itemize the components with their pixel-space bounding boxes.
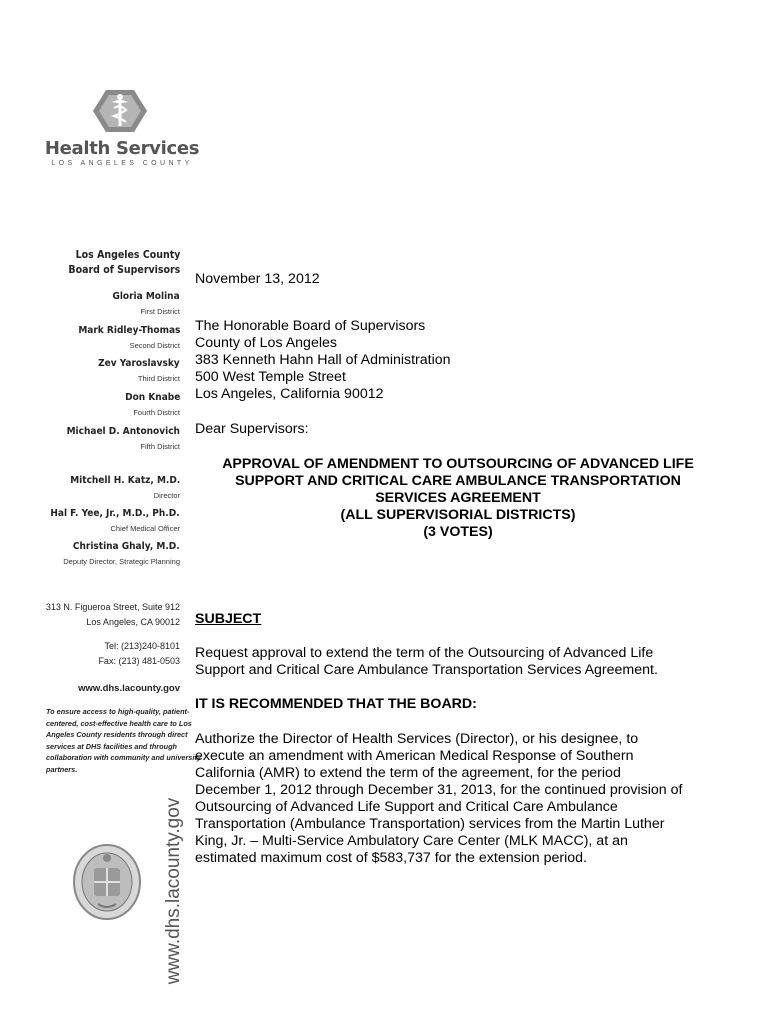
subject-heading: SUBJECT bbox=[195, 611, 262, 627]
recommendation-line: Transportation (Ambulance Transportation) services from the Martin Luther bbox=[195, 816, 665, 832]
supervisor-district: Fourth District bbox=[133, 408, 180, 417]
official-name: Hal F. Yee, Jr., M.D., Ph.D. bbox=[50, 508, 180, 519]
supervisor-name: Gloria Molina bbox=[112, 291, 180, 302]
recommendation-line: Outsourcing of Advanced Life Support and Critical Care Ambulance bbox=[195, 799, 618, 815]
recommendation-line: estimated maximum cost of $583,737 for the extension period. bbox=[195, 850, 587, 866]
subject-text-line: Support and Critical Care Ambulance Transportation Services Agreement. bbox=[195, 662, 658, 678]
supervisor-district: Third District bbox=[137, 374, 180, 383]
supervisor-name: Michael D. Antonovich bbox=[66, 426, 180, 437]
supervisor-name: Zev Yaroslavsky bbox=[98, 358, 180, 369]
heading-line: APPROVAL OF AMENDMENT TO OUTSOURCING OF ADVANCED LIFE bbox=[222, 456, 694, 472]
telephone: Tel: (213)240-8101 bbox=[104, 641, 180, 651]
recommendation-line: King, Jr. – Multi-Service Ambulatory Care Center (MLK MACC), at an bbox=[195, 833, 628, 849]
supervisor-district: First District bbox=[140, 307, 180, 316]
address-line: 383 Kenneth Hahn Hall of Administration bbox=[195, 352, 451, 368]
supervisor-district: Fifth District bbox=[140, 442, 180, 451]
official-name: Mitchell H. Katz, M.D. bbox=[70, 475, 180, 486]
address-line: The Honorable Board of Supervisors bbox=[195, 318, 426, 334]
official-title: Director bbox=[153, 491, 180, 500]
mission-statement: To ensure access to high-quality, patient-centered, cost-effective health care to Los Angeles County residents through direct services at DHS facilities and through collaboration with community and university partners. bbox=[46, 707, 201, 774]
address-line: County of Los Angeles bbox=[195, 335, 337, 351]
supervisor-name: Mark Ridley-Thomas bbox=[77, 325, 180, 336]
recommendation-heading: IT IS RECOMMENDED THAT THE BOARD: bbox=[195, 696, 477, 712]
address-line: 500 West Temple Street bbox=[195, 369, 346, 385]
heading-line: (ALL SUPERVISORIAL DISTRICTS) bbox=[340, 507, 576, 523]
official-title: Deputy Director, Strategic Planning bbox=[63, 557, 180, 566]
letter-date: November 13, 2012 bbox=[195, 271, 320, 287]
dhs-logo bbox=[40, 88, 200, 178]
salutation: Dear Supervisors: bbox=[195, 421, 309, 437]
heading-line: SERVICES AGREEMENT bbox=[375, 490, 541, 506]
board-title-line2: Board of Supervisors bbox=[68, 264, 180, 276]
recommendation-line: Authorize the Director of Health Services (Director), or his designee, to bbox=[195, 731, 639, 747]
recommendation-line: December 1, 2012 through December 31, 2013, for the continued provision of bbox=[195, 782, 683, 798]
recommendation-line: California (AMR) to extend the term of the agreement, for the period bbox=[195, 765, 621, 781]
official-name: Christina Ghaly, M.D. bbox=[73, 541, 180, 552]
recommendation-line: execute an amendment with American Medical Response of Southern bbox=[195, 748, 634, 764]
address-line2: Los Angeles, CA 90012 bbox=[86, 617, 180, 627]
heading-line: SUPPORT AND CRITICAL CARE AMBULANCE TRANSPORTATION bbox=[235, 473, 681, 489]
supervisor-district: Second District bbox=[129, 341, 180, 350]
fax: Fax: (213) 481-0503 bbox=[98, 656, 180, 666]
board-title-line1: Los Angeles County bbox=[75, 249, 180, 261]
subject-text-line: Request approval to extend the term of the Outsourcing of Advanced Life bbox=[195, 645, 654, 661]
logo-subtitle: LOS ANGELES COUNTY bbox=[51, 160, 193, 167]
website-link[interactable]: www.dhs.lacounty.gov bbox=[78, 683, 180, 694]
address-line: Los Angeles, California 90012 bbox=[195, 386, 384, 402]
county-seal-icon bbox=[72, 842, 142, 922]
caduceus-hexagon-icon bbox=[92, 88, 148, 134]
address-line1: 313 N. Figueroa Street, Suite 912 bbox=[45, 602, 180, 612]
heading-line: (3 VOTES) bbox=[423, 524, 493, 540]
logo-title: Health Services bbox=[44, 138, 200, 159]
supervisor-name: Don Knabe bbox=[124, 392, 180, 403]
official-title: Chief Medical Officer bbox=[110, 524, 180, 533]
vertical-website-url: www.dhs.lacounty.gov bbox=[163, 797, 184, 985]
